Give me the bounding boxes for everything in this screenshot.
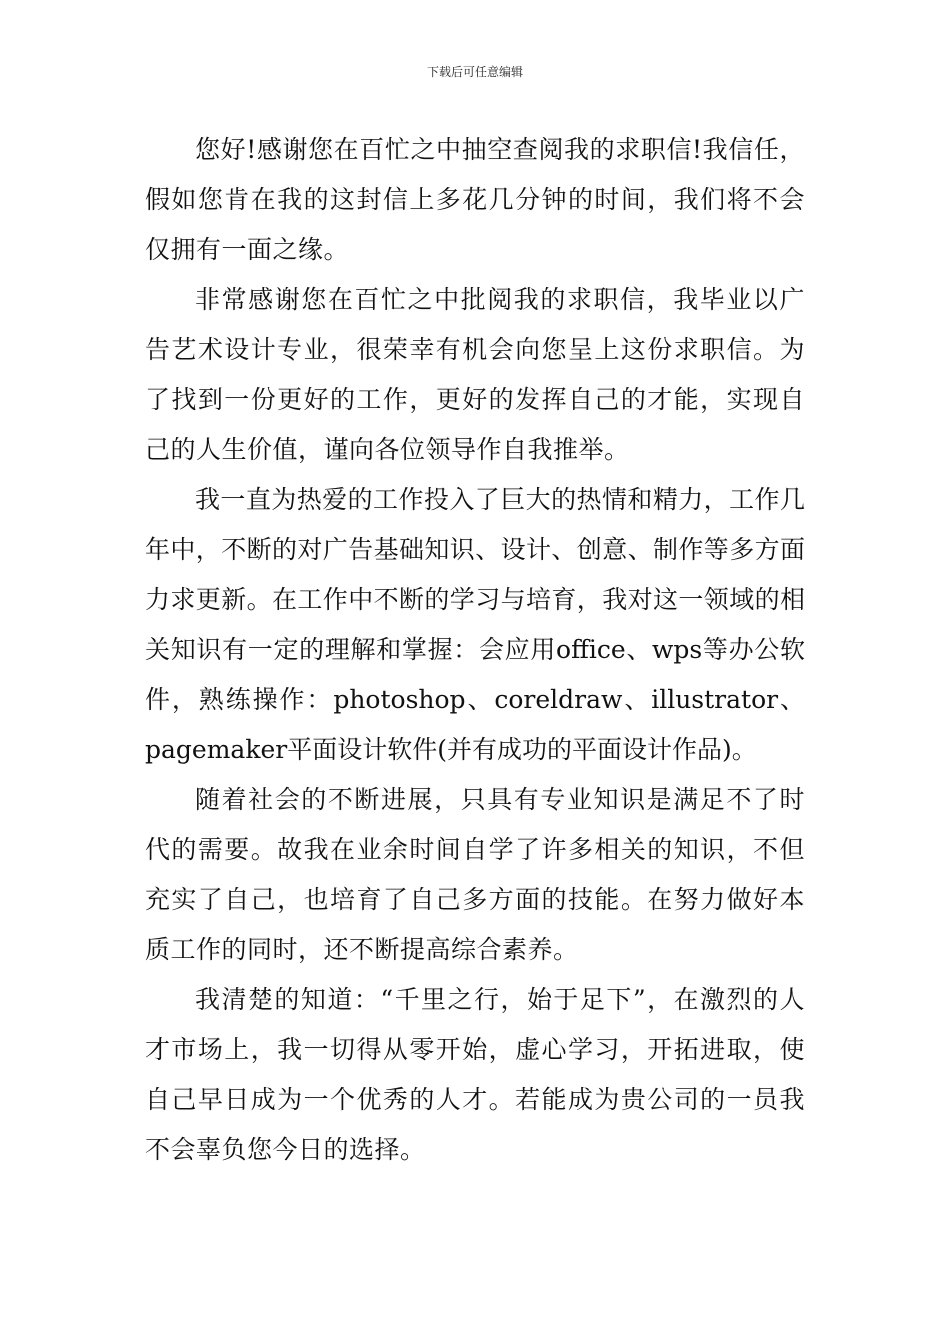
paragraph-closing: 我清楚的知道：“千里之行，始于足下”，在激烈的人才市场上，我一切得从零开始，虚心学习，开拓进取，使自己早日成为一个优秀的人才。若能成为贵公司的一员我不会辜负您今日的选择。 xyxy=(145,985,805,1164)
paragraph-greeting: 您好!感谢您在百忙之中抽空查阅我的求职信!我信任，假如您肯在我的这封信上多花几分钟的时间，我们将不会仅拥有一面之缘。 xyxy=(145,135,805,264)
paragraph-introduction: 非常感谢您在百忙之中批阅我的求职信，我毕业以广告艺术设计专业，很荣幸有机会向您呈上这份求职信。为了找到一份更好的工作，更好的发挥自己的才能，实现自己的人生价值，谨向各位领导作自我推举。 xyxy=(145,285,805,464)
letter-body xyxy=(145,125,805,1175)
paragraph-self-study: 随着社会的不断进展，只具有专业知识是满足不了时代的需要。故我在业余时间自学了许多相关的知识，不但充实了自己，也培育了自己多方面的技能。在努力做好本质工作的同时，还不断提高综合素养。 xyxy=(145,785,805,964)
page-header-note: 下载后可任意编辑 xyxy=(426,65,523,79)
paragraph-work-experience: 我一直为热爱的工作投入了巨大的热情和精力，工作几年中，不断的对广告基础知识、设计、创意、制作等多方面力求更新。在工作中不断的学习与培育，我对这一领域的相关知识有一定的理解和掌握：会应用office、wps等办公软件，熟练操作：photoshop、coreldraw、illustrator、pagemaker平面设计软件(并有成功的平面设计作品)。 xyxy=(145,485,805,764)
